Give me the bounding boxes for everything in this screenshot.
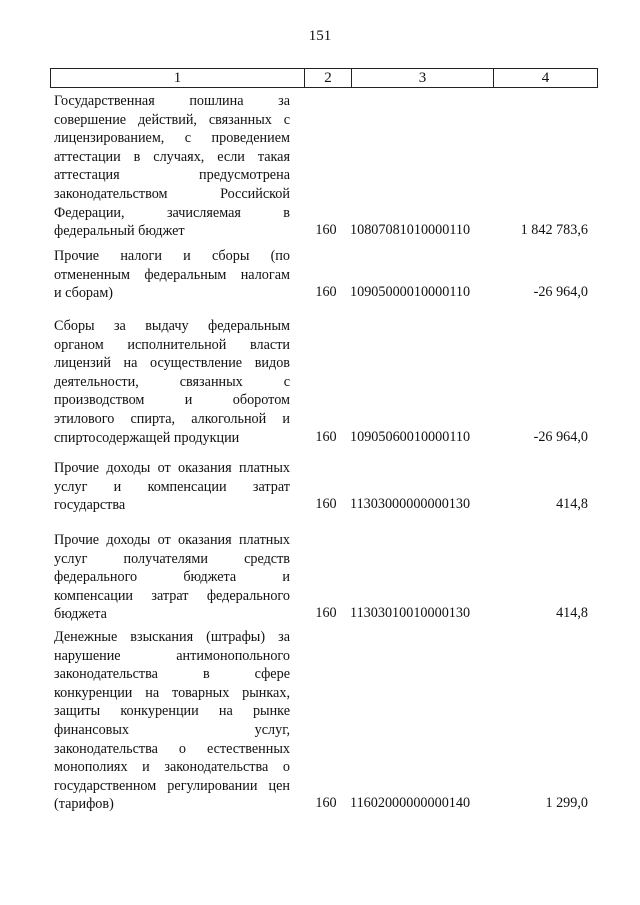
description-line: спиртосодержащей продукции xyxy=(54,429,240,446)
description-line: лицензированием, с проведением xyxy=(54,130,290,147)
description-line: (тарифов) xyxy=(54,796,114,813)
description-line: нарушение антимонопольного xyxy=(54,647,290,664)
description-line: деятельности, связанных с xyxy=(54,373,290,390)
description-line: этилового спирта, алкогольной и xyxy=(54,410,290,427)
row-kbk: 11602000000000140 xyxy=(350,795,471,812)
description-line: лицензий на осуществление видов xyxy=(54,355,290,372)
description-line: конкуренции на товарных рынках, xyxy=(54,684,290,701)
row-code: 160 xyxy=(315,428,337,445)
description-line: законодательства о естественных xyxy=(54,740,290,757)
row-amount: -26 964,0 xyxy=(533,428,588,445)
row-kbk: 11303000000000130 xyxy=(350,496,471,513)
row-amount: -26 964,0 xyxy=(533,284,588,301)
description-line: органом исполнительной власти xyxy=(54,336,290,353)
description-line: и сборам) xyxy=(54,285,114,302)
description-line: монополиях и законодательства о xyxy=(54,759,290,776)
row-code: 160 xyxy=(315,284,337,301)
header-col-4: 4 xyxy=(541,70,550,86)
row-kbk: 10807081010000110 xyxy=(350,222,471,239)
header-col-3: 3 xyxy=(352,69,494,87)
header-col-1: 1 xyxy=(51,69,305,87)
description-line: бюджета xyxy=(54,606,107,623)
row-code: 160 xyxy=(315,795,337,812)
description-line: Сборы за выдачу федеральным xyxy=(54,318,290,334)
description-line: Федерации, зачисляемая в xyxy=(54,204,290,221)
description-line: государства xyxy=(54,497,126,514)
row-amount: 414,8 xyxy=(556,496,588,513)
row-description xyxy=(54,317,290,447)
row-kbk: 11303010010000130 xyxy=(350,605,471,622)
header-col-2: 2 xyxy=(305,69,352,87)
description-line: Прочие доходы от оказания платных xyxy=(54,460,290,476)
description-line: федерального бюджета и xyxy=(54,569,290,586)
row-description xyxy=(54,92,290,241)
page-number: 151 xyxy=(308,28,332,44)
description-line: Прочие налоги и сборы (по xyxy=(54,248,290,264)
description-line: законодательством Российской xyxy=(54,185,290,202)
description-line: отмененным федеральным налогам xyxy=(54,266,290,283)
row-code: 160 xyxy=(315,605,337,622)
description-line: законодательства в сфере xyxy=(54,666,290,683)
description-line: федеральный бюджет xyxy=(54,223,185,240)
description-line: совершение действий, связанных с xyxy=(54,111,290,128)
description-line: государственном регулировании цен xyxy=(54,777,290,794)
row-amount: 1 299,0 xyxy=(545,795,588,812)
row-amount: 414,8 xyxy=(556,605,588,622)
description-line: финансовых услуг, xyxy=(54,721,290,738)
description-line: услуг и компенсации затрат xyxy=(54,478,290,495)
row-amount: 1 842 783,6 xyxy=(520,222,588,239)
description-line: производством и оборотом xyxy=(54,392,290,409)
description-line: Денежные взыскания (штрафы) за xyxy=(54,629,290,645)
description-line: услуг получателями средств xyxy=(54,550,290,567)
row-description xyxy=(54,459,290,515)
description-line: Прочие доходы от оказания платных xyxy=(54,532,290,548)
row-kbk: 10905000010000110 xyxy=(350,284,471,301)
description-line: аттестация предусмотрена xyxy=(54,167,290,184)
table-header xyxy=(50,68,598,88)
description-line: Государственная пошлина за xyxy=(54,93,290,109)
row-code: 160 xyxy=(315,496,337,513)
row-description xyxy=(54,247,290,303)
description-line: защиты конкуренции на рынке xyxy=(54,703,290,720)
row-description xyxy=(54,531,290,624)
description-line: компенсации затрат федерального xyxy=(54,587,290,604)
row-code: 160 xyxy=(315,222,337,239)
row-kbk: 10905060010000110 xyxy=(350,428,471,445)
row-description xyxy=(54,628,290,814)
description-line: аттестации в случаях, если такая xyxy=(54,148,290,165)
